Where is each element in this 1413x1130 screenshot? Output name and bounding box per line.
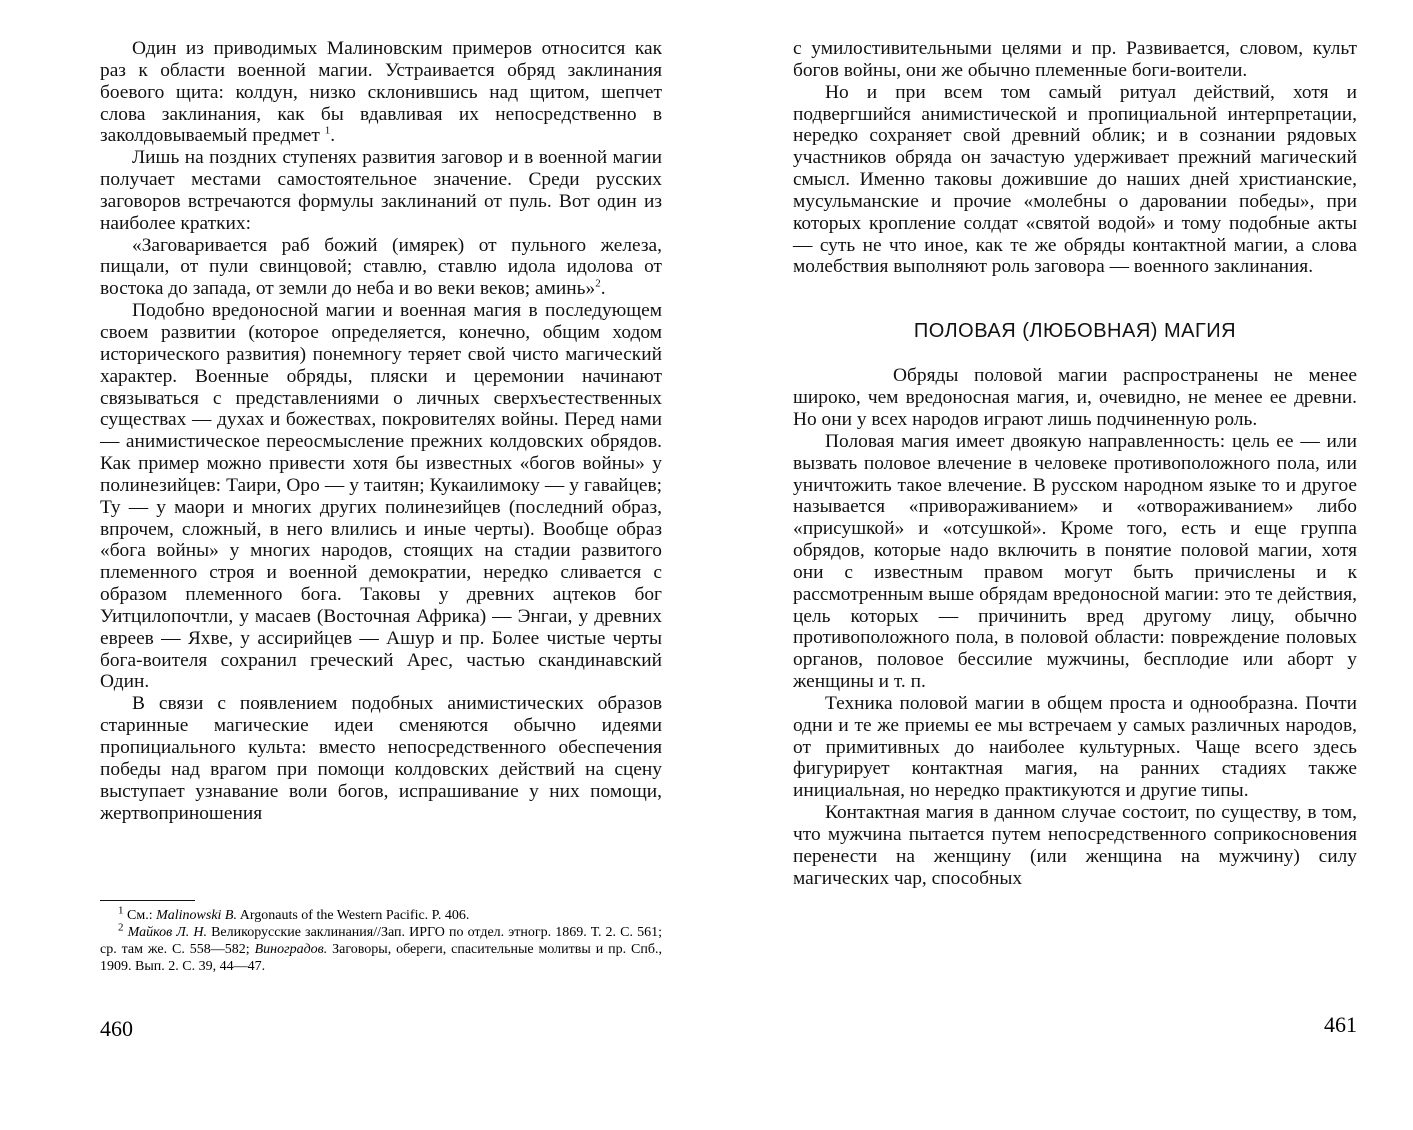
paragraph: Техника половой магии в общем проста и однообразна. Почти одни и те же приемы ее мы встречаем у самых различных народов, от примитивных до наиболее культурных. Чаще всего здесь фигурирует контактная магия, на ранних стадиях также инициальная, но нередко практикуются и другие типы. [793, 692, 1357, 802]
quote-paragraph: «Заговаривается раб божий (имярек) от пульного железа, пищали, от пули свинцовой; ставлю, ставлю идола идолова от востока до запада, от земли до неба и во веки веков; аминь»$^2$. [100, 234, 662, 300]
footnote-2: $^2$ Майков Л. Н. Великорусские заклинания//Зап. ИРГО по отдел. этногр. 1869. Т. 2. С. 561; ср. там же. С. 558—582; Виноградов. Заговоры, обереги, спасительные молитвы и пр. Спб., 1909. Вып. 2. С. 39, 44—47. [100, 921, 662, 974]
paragraph: Половая магия имеет двоякую направленность: цель ее — или вызвать половое влечение в человеке противоположного пола, или уничтожить такое влечение. В русском народном языке то и другое называется «привораживанием» и «отвораживанием» либо «присушкой» и «отсушкой». Кроме того, есть и еще группа обрядов, которые надо включить в понятие половой магии, хотя они с известным правом могут быть причислены и к рассмотренным выше обрядам вредоносной магии: это те действия, цель которых — причинить вред другому лицу, обычно противоположного пола, в половой области: повреждение половых органов, половое бессилие мужчины, бесплодие или аборт у женщины и т. п. [793, 430, 1357, 693]
paragraph: Один из приводимых Малиновским примеров относится как раз к области военной магии. Устраивается обряд заклинания боевого щита: колдун, низко склонившись над щитом, шепчет слова заклинания, как бы вдавливая их непосредственно в заколдовываемый предмет $^1$. [100, 38, 662, 147]
paragraph: с умилостивительными целями и пр. Развивается, словом, культ богов войны, они же обычно племенные боги-воители. [793, 38, 1357, 81]
page-number-right: 461 [1324, 1012, 1357, 1037]
page-number-left: 460 [100, 1016, 133, 1041]
paragraph: Лишь на поздних ступенях развития заговор и в военной магии получает местами самостоятельное значение. Среди русских заговоров встречаются формулы заклинаний от пуль. Вот один из наиболее кратких: [100, 147, 662, 234]
footnote-divider [100, 900, 195, 901]
footnote-ref[interactable]: 1 [324, 124, 331, 137]
right-page [793, 38, 1357, 890]
footnote-1: $^1$ См.: Malinowski B. Argonauts of the Western Pacific. P. 406. [118, 904, 470, 923]
paragraph: Но и при всем том самый ритуал действий, хотя и подвергшийся анимистической и пропициальной интерпретации, нередко сохраняет свой древний облик; и в сознании рядовых участников обряда он зачастую удерживает прежний магический смысл. Именно таковы дожившие до наших дней христианские, мусульманские и прочие «молебны о даровании победы», при которых кропление солдат «святой водой» и тому подобные акты — суть не что иное, как те же обряды контактной магии, а слова молебствия выполняют роль заговора — военного заклинания. [793, 81, 1357, 278]
paragraph: Контактная магия в данном случае состоит, по существу, в том, что мужчина пытается путем непосредственного соприкосновения перенести на женщину (или женщина на мужчину) силу магических чар, способных [793, 802, 1357, 889]
section-heading: ПОЛОВАЯ (ЛЮБОВНАЯ) МАГИЯ [913, 320, 1237, 343]
left-page [100, 38, 662, 824]
paragraph: В связи с появлением подобных анимистических образов старинные магические идеи сменяются обычно идеями пропициального культа: вместо непосредственного обеспечения победы над врагом при помощи колдовских действий на сцену выступает узнавание воли богов, испрашивание у них помощи, жертвоприношения [100, 693, 662, 824]
footnotes [100, 900, 662, 975]
paragraph: Обряды половой магии распространены не менее широко, чем вредоносная магия, и, очевидно, не менее ее древни. Но они у всех народов играют лишь подчиненную роль. [793, 365, 1357, 430]
footnote-ref[interactable]: 2 [595, 277, 601, 290]
paragraph: Подобно вредоносной магии и военная магия в последующем своем развитии (которое определяется, конечно, общим ходом исторического развития) понемногу теряет свой чисто магический характер. Военные обряды, пляски и церемонии начинают связываться с представлениями о личных сверхъестественных существах — духах и божествах, покровителях войны. Перед нами — анимистическое переосмысление прежних колдовских обрядов. Как пример можно привести хотя бы известных «богов войны» у полинезийцев: Таири, Оро — у таитян; Кукаилимоку — у гавайцев; Ту — у маори и многих других полинезийцев (последний образ, впрочем, сложный, в него влились и иные черты). Вообще образ «бога войны» у многих народов, стоящих на стадии развитого племенного строя и военной демократии, нередко сливается с образом племенного бога. Таковы у древних ацтеков бог Уитцилопочтли, у масаев (Восточная Африка) — Энгаи, у древних евреев — Яхве, у ассирийцев — Ашур и пр. Более чистые черты бога-воителя сохранил греческий Арес, частью скандинавский Один. [100, 300, 662, 693]
